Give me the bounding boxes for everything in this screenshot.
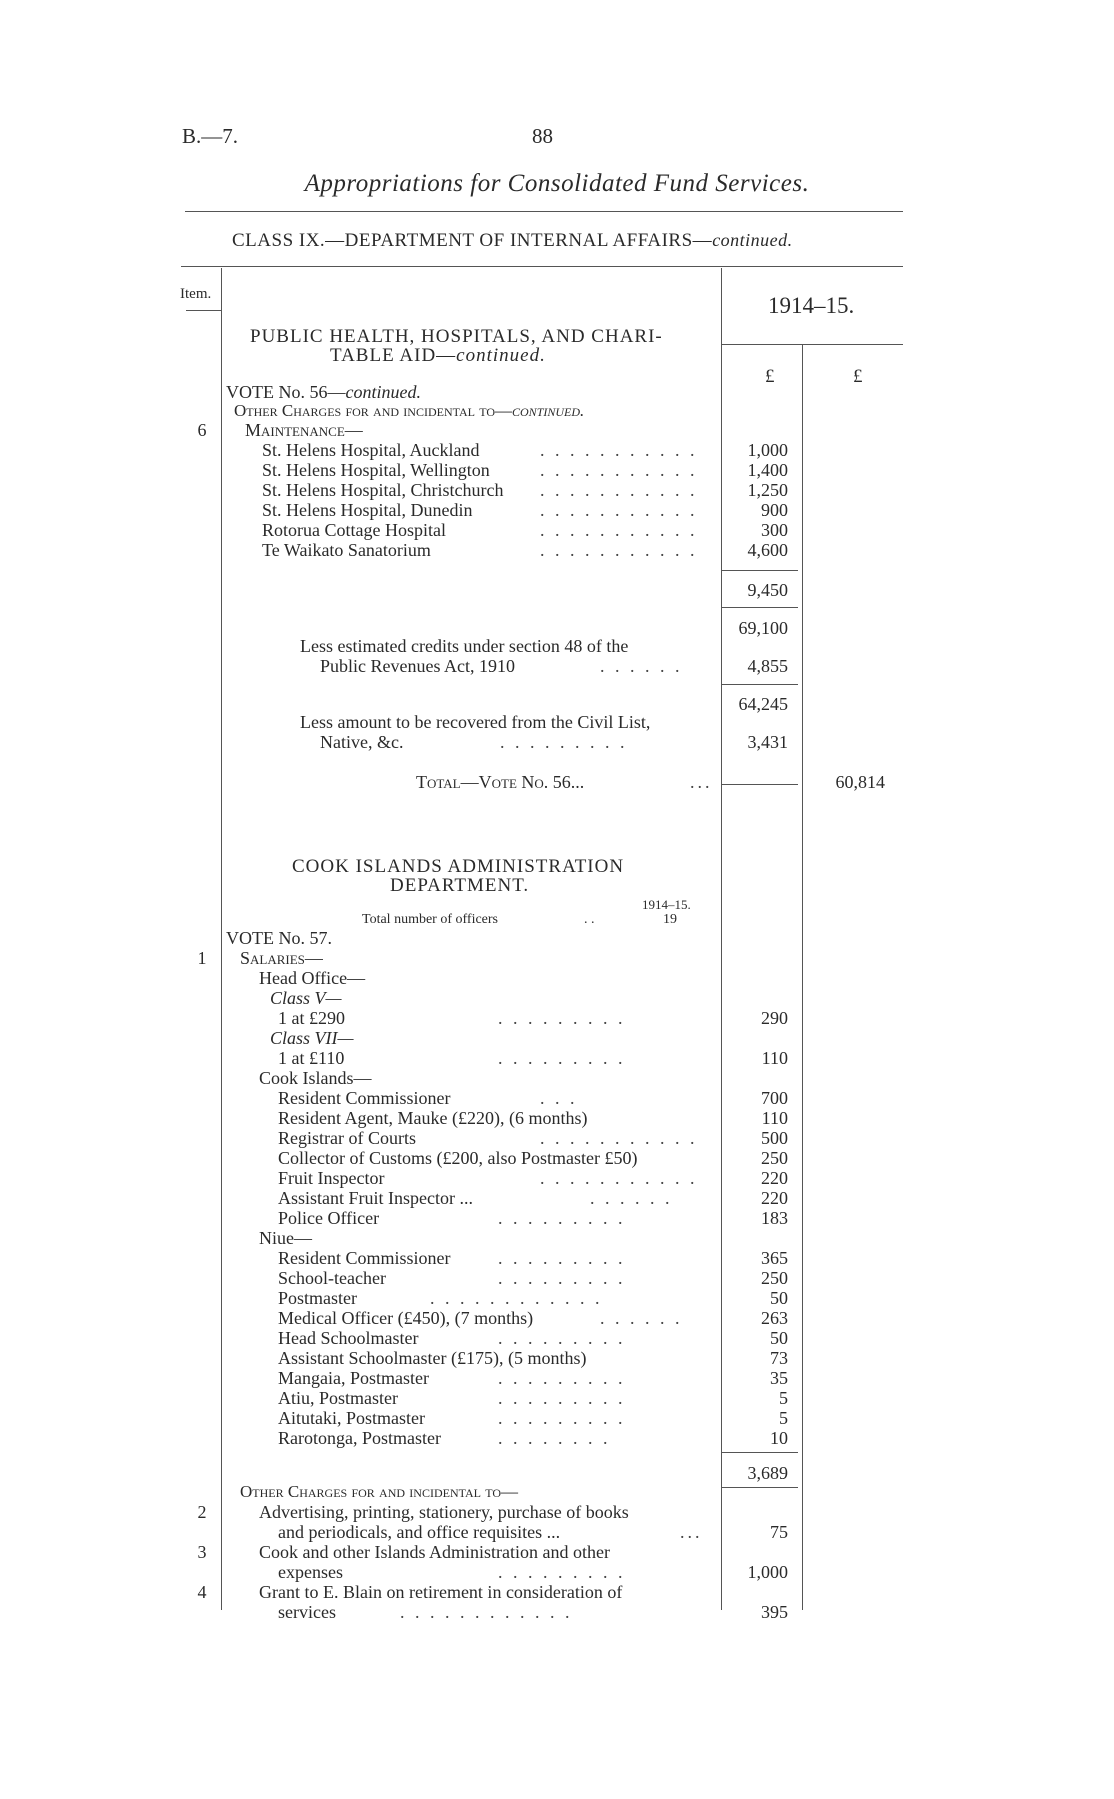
row-description: Medical Officer (£450), (7 months) <box>278 1308 534 1328</box>
leader-dots: . . . . . . . . . <box>498 1048 626 1068</box>
row-amount: 10 <box>770 1428 788 1448</box>
row-description: Resident Commissioner <box>278 1248 451 1268</box>
row-amount: 4,600 <box>747 540 788 560</box>
row-description: Collector of Customs (£200, also Postmaster £50) <box>278 1148 638 1168</box>
row-amount: 290 <box>761 1008 788 1028</box>
row-amount: 220 <box>761 1188 788 1208</box>
row-amount: 365 <box>761 1248 788 1268</box>
subtotal-rule <box>722 1452 798 1453</box>
leader-dots: . . . . . . . . . <box>500 732 628 752</box>
table-row <box>0 1582 1114 1602</box>
net-total-row <box>0 694 1114 714</box>
table-row <box>0 1128 1114 1148</box>
leader-dots: . . . . . . . . . . . <box>540 540 698 560</box>
less-credits-row <box>0 636 1114 656</box>
salaries-heading: Salaries— <box>240 948 323 968</box>
leader-dots: . . . . . . . . . <box>498 1388 626 1408</box>
item-header-rule <box>186 310 222 311</box>
row-description: Advertising, printing, stationery, purchase of books <box>259 1502 629 1522</box>
leader-dots: . . . . . . . . . <box>498 1208 626 1228</box>
head-office-heading: Head Office— <box>259 968 366 988</box>
gross-total: 69,100 <box>738 618 788 638</box>
table-row <box>0 1328 1114 1348</box>
leader-dots: . . . . . . . . . . . <box>540 520 698 540</box>
leader-dots: . . . . . . . . . <box>498 1562 626 1582</box>
row-description: Atiu, Postmaster <box>278 1388 398 1408</box>
row-amount: 75 <box>770 1522 788 1542</box>
row-description: St. Helens Hospital, Auckland <box>262 440 480 460</box>
other-charges-heading-row <box>0 1482 1114 1502</box>
officers-label: Total number of officers <box>362 912 498 927</box>
item-number: 6 <box>197 420 207 440</box>
row-amount: 500 <box>761 1128 788 1148</box>
vote-56-total-amount: 60,814 <box>835 772 885 792</box>
leader-dots: . . . . . . . . . <box>498 1368 626 1388</box>
subtotal-rule <box>722 684 798 685</box>
class-v-heading: Class V— <box>270 988 342 1008</box>
table-row <box>0 500 1114 520</box>
table-row <box>0 1208 1114 1228</box>
row-amount: 73 <box>770 1348 788 1368</box>
table-row-cont <box>0 1562 1114 1582</box>
less-civil-list-text: Less amount to be recovered from the Civil List, <box>300 712 651 732</box>
officers-count: 19 <box>663 912 677 927</box>
table-row <box>0 1408 1114 1428</box>
less-credits-text: Less estimated credits under section 48 of the <box>300 636 629 656</box>
total-rule <box>722 784 798 785</box>
currency-label-subtotal: £ <box>765 366 775 387</box>
currency-label-total: £ <box>853 366 863 387</box>
row-description: St. Helens Hospital, Dunedin <box>262 500 473 520</box>
row-amount: 700 <box>761 1088 788 1108</box>
salaries-total-row <box>0 1463 1114 1483</box>
row-description: Assistant Schoolmaster (£175), (5 months) <box>278 1348 587 1368</box>
subtotal-rule <box>722 1487 798 1488</box>
row-description: St. Helens Hospital, Wellington <box>262 460 490 480</box>
leader-dots: . . . . . . . . . <box>498 1268 626 1288</box>
row-amount: 5 <box>779 1388 788 1408</box>
class-rule <box>181 266 903 267</box>
row-amount: 1,000 <box>747 440 788 460</box>
row-description: Postmaster <box>278 1288 357 1308</box>
row-description: 1 at £110 <box>278 1048 345 1068</box>
table-row <box>0 1542 1114 1562</box>
other-charges-heading: Other Charges for and incidental to—continued. <box>234 401 585 420</box>
leader-dots: . . . . . . . . . . . <box>540 440 698 460</box>
row-description: School-teacher <box>278 1268 386 1288</box>
table-row <box>0 1348 1114 1368</box>
less-civil-list-amount: 3,431 <box>747 732 788 752</box>
less-credits-text-cont: Public Revenues Act, 1910 <box>320 656 515 676</box>
leader-dots: . . . . . . . . . <box>498 1008 626 1028</box>
leader-dots: . . . . . . . . . <box>498 1328 626 1348</box>
table-row <box>0 1248 1114 1268</box>
maintenance-subtotal: 9,450 <box>747 580 788 600</box>
table-row <box>0 540 1114 560</box>
row-amount: 250 <box>761 1148 788 1168</box>
vote-56-total-label: Total—Vote No. 56... <box>416 772 585 792</box>
table-row <box>0 1168 1114 1188</box>
table-row <box>0 1368 1114 1388</box>
table-row <box>0 1008 1114 1028</box>
less-credits-amount: 4,855 <box>747 656 788 676</box>
maintenance-heading: Maintenance— <box>245 420 363 440</box>
leader-dots: ... <box>680 1522 703 1542</box>
leader-dots: . . . <box>540 1088 578 1108</box>
leader-dots: . . . . . . <box>600 656 683 676</box>
row-amount: 220 <box>761 1168 788 1188</box>
year-header: 1914–15. <box>768 293 855 318</box>
item-column-header: Item. <box>180 286 212 302</box>
row-description: Fruit Inspector <box>278 1168 385 1188</box>
row-amount: 110 <box>761 1108 788 1128</box>
row-amount: 110 <box>761 1048 788 1068</box>
row-amount: 35 <box>770 1368 788 1388</box>
leader-dots: . . . . . . . . . . . . <box>400 1602 573 1622</box>
row-amount: 395 <box>761 1602 788 1622</box>
table-row <box>0 1268 1114 1288</box>
table-row <box>0 1502 1114 1522</box>
subtotal-rule <box>722 570 798 571</box>
row-description: 1 at £290 <box>278 1008 345 1028</box>
table-row <box>0 1188 1114 1208</box>
subtotal-rule <box>722 607 798 608</box>
leader-dots: . . . . . . . . <box>498 1428 611 1448</box>
document-reference: B.—7. <box>182 124 239 148</box>
leader-dots: . . . . . . . . . . . <box>540 1128 698 1148</box>
gross-total-row <box>0 618 1114 638</box>
table-row-cont <box>0 1602 1114 1622</box>
table-row-cont <box>0 1522 1114 1542</box>
row-description: Grant to E. Blain on retirement in consideration of <box>259 1582 623 1602</box>
row-amount: 1,250 <box>747 480 788 500</box>
row-description: Mangaia, Postmaster <box>278 1368 429 1388</box>
vote-56-total-row <box>0 772 1114 792</box>
net-total: 64,245 <box>738 694 788 714</box>
row-amount: 5 <box>779 1408 788 1428</box>
cook-islands-heading: Cook Islands— <box>259 1068 372 1088</box>
item-number: 1 <box>197 948 207 968</box>
row-amount: 300 <box>761 520 788 540</box>
table-row <box>0 1048 1114 1068</box>
section-title-public-health-cont: TABLE AID—continued. <box>330 345 546 366</box>
table-row <box>0 1148 1114 1168</box>
table-row <box>0 440 1114 460</box>
leader-dots: . . . . . . . . . . . <box>540 480 698 500</box>
row-description: Te Waikato Sanatorium <box>262 540 431 560</box>
table-row <box>0 1308 1114 1328</box>
niue-row <box>0 1228 1114 1248</box>
table-row <box>0 1388 1114 1408</box>
row-description: Aitutaki, Postmaster <box>278 1408 425 1428</box>
table-row <box>0 1088 1114 1108</box>
page-title: Appropriations for Consolidated Fund Services. <box>304 170 810 197</box>
row-description: Rarotonga, Postmaster <box>278 1428 441 1448</box>
vote-57-heading: VOTE No. 57. <box>226 928 332 948</box>
leader-dots: . . . . . . . . . <box>498 1248 626 1268</box>
section-title-cook-islands: COOK ISLANDS ADMINISTRATION <box>292 856 625 877</box>
row-amount: 50 <box>770 1288 788 1308</box>
leader-dots: . . . . . . . . . . . . <box>430 1288 603 1308</box>
row-description-cont: expenses <box>278 1562 343 1582</box>
other-charges-heading: Other Charges for and incidental to— <box>240 1482 519 1501</box>
row-amount: 250 <box>761 1268 788 1288</box>
less-civil-list-text-cont: Native, &c. <box>320 732 404 752</box>
row-amount: 1,400 <box>747 460 788 480</box>
row-amount: 50 <box>770 1328 788 1348</box>
salaries-total: 3,689 <box>747 1463 788 1483</box>
year-header-rule <box>722 344 903 345</box>
row-description: Assistant Fruit Inspector ... <box>278 1188 473 1208</box>
leader-dots: . . . . . . . . . . . <box>540 500 698 520</box>
row-description: Resident Commissioner <box>278 1088 451 1108</box>
head-office-row <box>0 968 1114 988</box>
leader-dots: . . . . . . . . . <box>498 1408 626 1428</box>
table-row <box>0 1428 1114 1448</box>
section-title-public-health: PUBLIC HEALTH, HOSPITALS, AND CHARI- <box>250 326 663 347</box>
row-amount: 263 <box>761 1308 788 1328</box>
item-number: 4 <box>197 1582 207 1602</box>
less-credits-row-cont <box>0 656 1114 676</box>
vote-56-heading: VOTE No. 56—continued. <box>226 382 421 402</box>
title-rule <box>185 211 903 212</box>
cook-islands-row <box>0 1068 1114 1088</box>
class-vii-heading: Class VII— <box>270 1028 354 1048</box>
leader-dots: ... <box>690 772 713 792</box>
class-heading: CLASS IX.—DEPARTMENT OF INTERNAL AFFAIRS—continued. <box>232 230 793 251</box>
class-vii-row <box>0 1028 1114 1048</box>
officers-dots: . . <box>584 912 595 927</box>
section-title-cook-islands-cont: DEPARTMENT. <box>390 875 530 896</box>
row-amount: 900 <box>761 500 788 520</box>
row-description: Rotorua Cottage Hospital <box>262 520 446 540</box>
table-row <box>0 460 1114 480</box>
niue-heading: Niue— <box>259 1228 312 1248</box>
row-description: Police Officer <box>278 1208 380 1228</box>
row-description-cont: and periodicals, and office requisites ... <box>278 1522 561 1542</box>
salaries-heading-row <box>0 948 1114 968</box>
less-civil-list-row <box>0 712 1114 732</box>
officers-year: 1914–15. <box>642 897 691 912</box>
table-row <box>0 1108 1114 1128</box>
row-description: St. Helens Hospital, Christchurch <box>262 480 504 500</box>
item-number: 2 <box>197 1502 207 1522</box>
item-number: 3 <box>197 1542 207 1562</box>
table-row <box>0 520 1114 540</box>
row-description: Registrar of Courts <box>278 1128 416 1148</box>
row-description: Head Schoolmaster <box>278 1328 419 1348</box>
page-number: 88 <box>532 124 553 148</box>
row-amount: 183 <box>761 1208 788 1228</box>
row-description: Cook and other Islands Administration and other <box>259 1542 610 1562</box>
class-v-row <box>0 988 1114 1008</box>
leader-dots: . . . . . . <box>590 1188 673 1208</box>
row-description: Resident Agent, Mauke (£220), (6 months) <box>278 1108 588 1128</box>
table-row <box>0 1288 1114 1308</box>
leader-dots: . . . . . . . . . . . <box>540 460 698 480</box>
maintenance-heading-row <box>0 420 1114 440</box>
maintenance-subtotal-row <box>0 580 1114 600</box>
leader-dots: . . . . . . <box>600 1308 683 1328</box>
leader-dots: . . . . . . . . . . . <box>540 1168 698 1188</box>
table-row <box>0 480 1114 500</box>
row-description-cont: services <box>278 1602 336 1622</box>
row-amount: 1,000 <box>747 1562 788 1582</box>
less-civil-list-row-cont <box>0 732 1114 752</box>
